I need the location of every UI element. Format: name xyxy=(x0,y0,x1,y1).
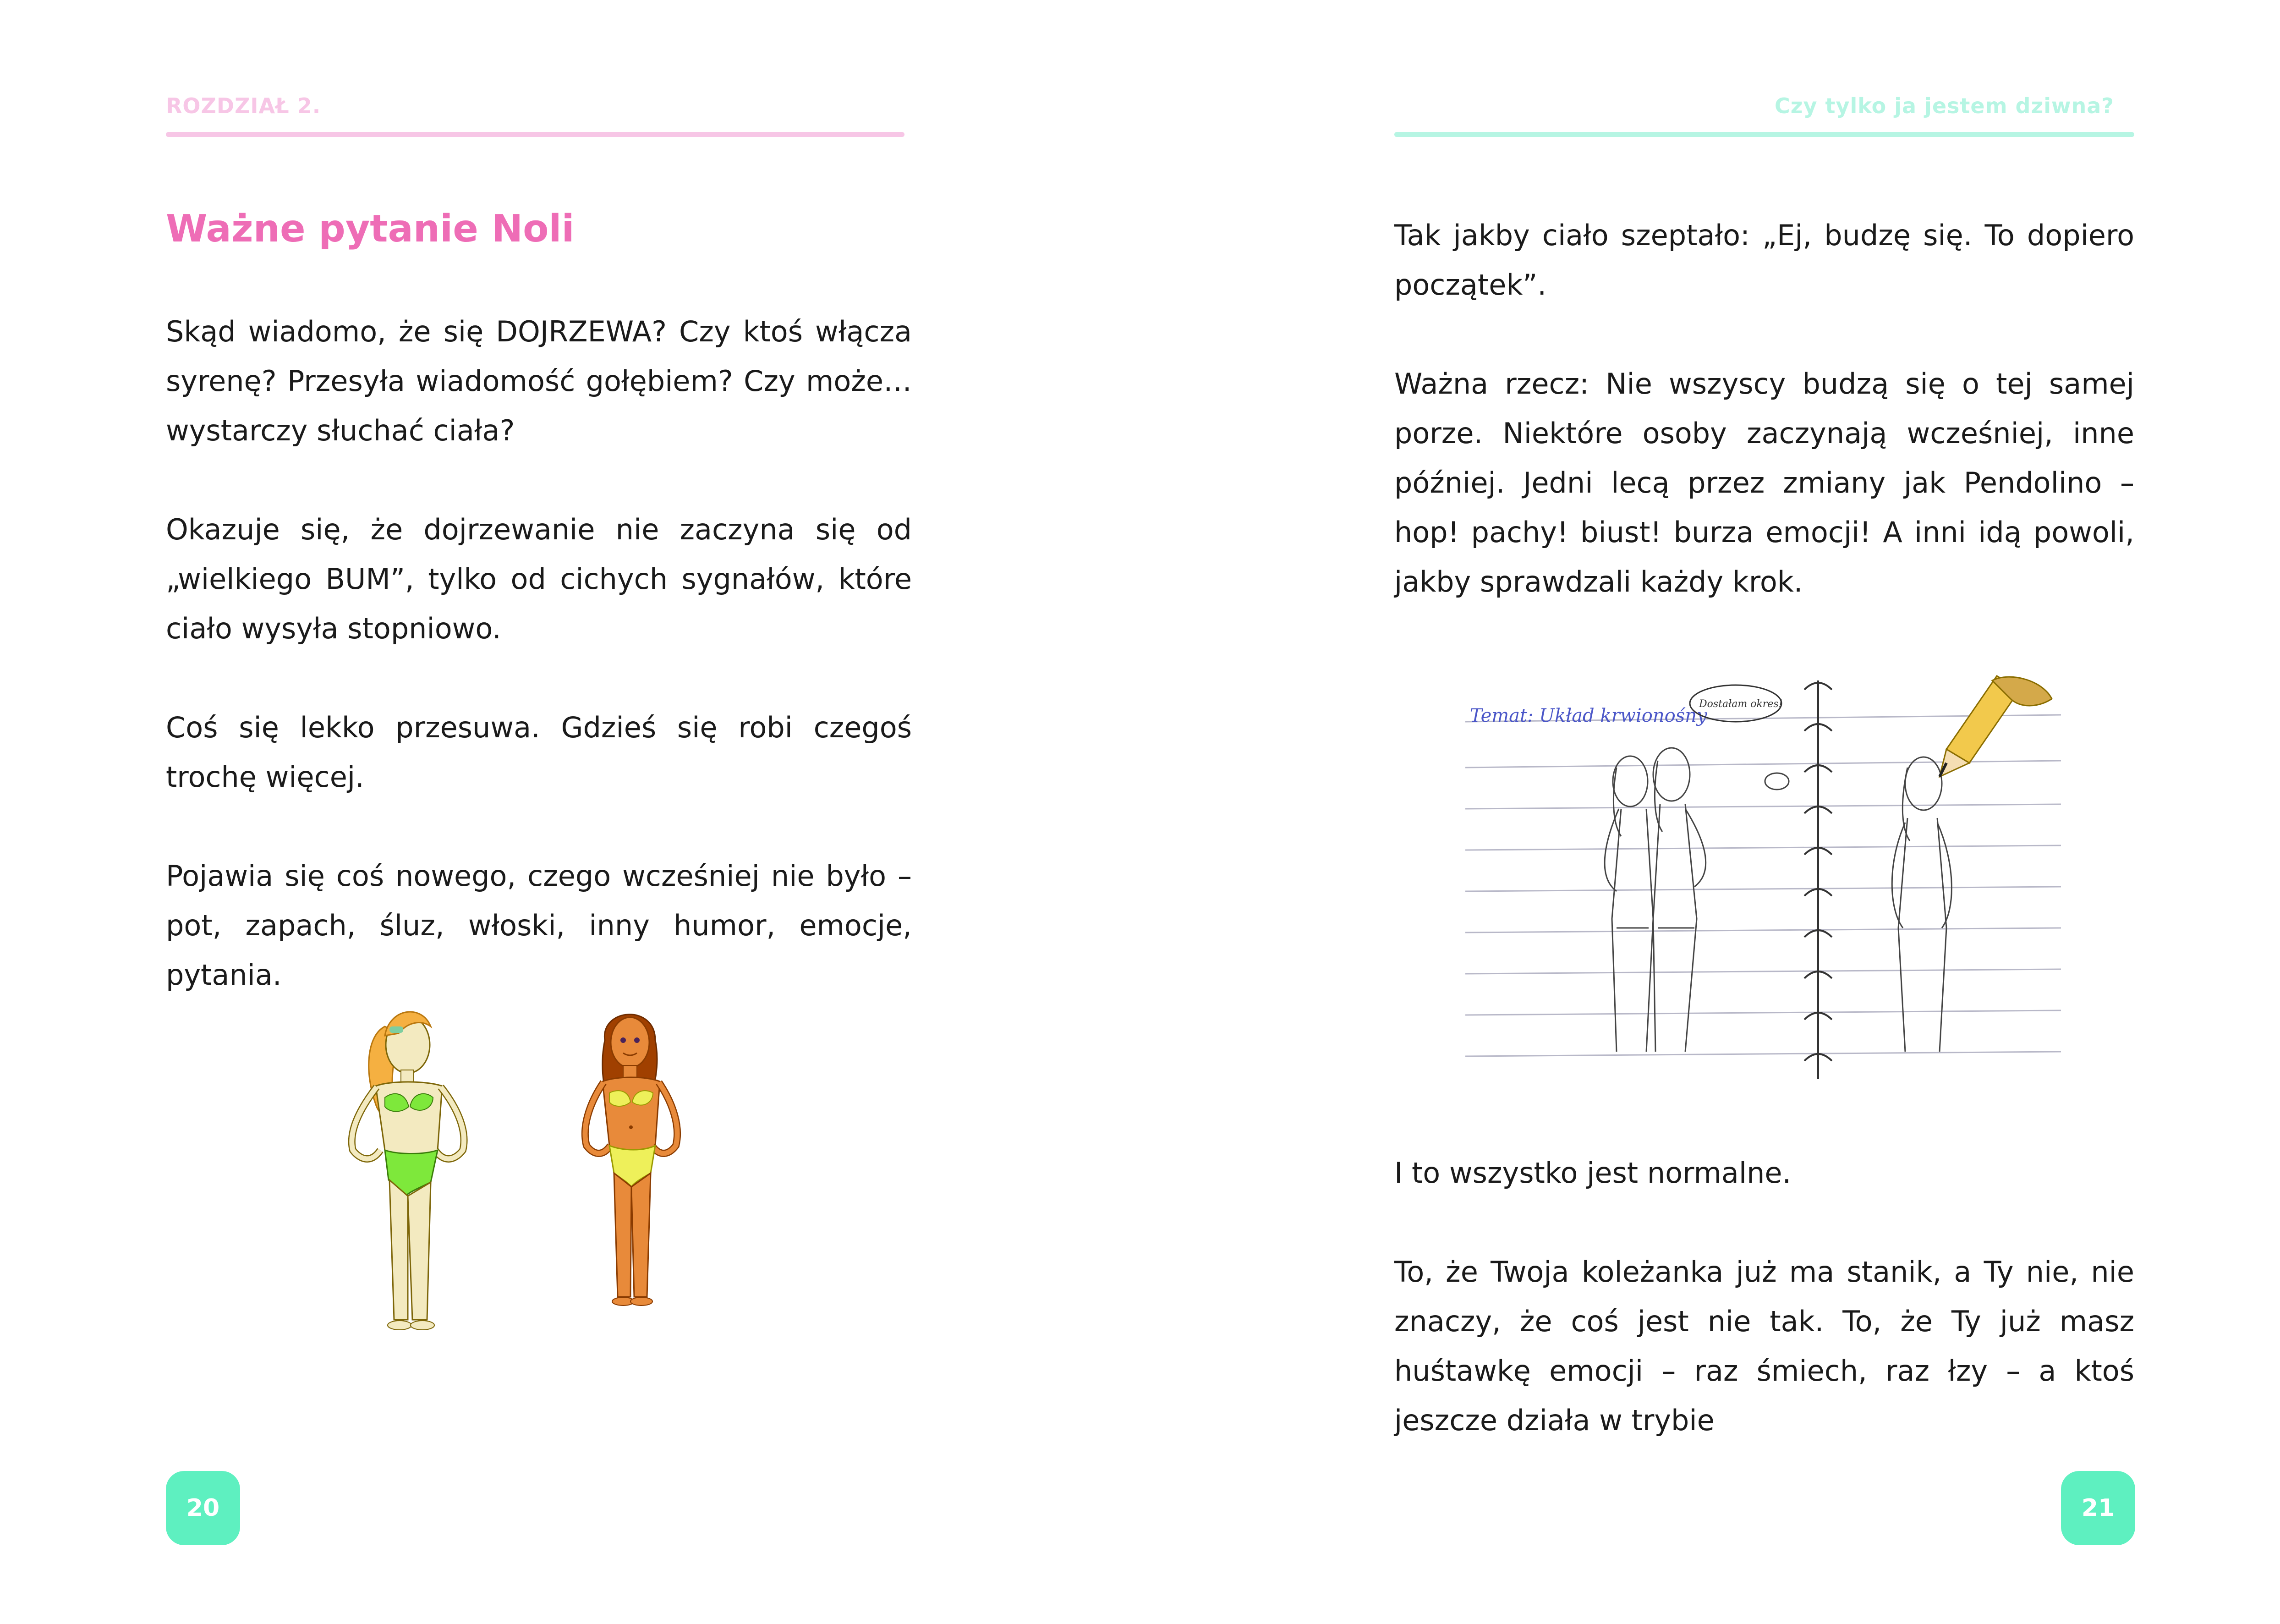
section-heading: Ważne pytanie Noli xyxy=(166,207,575,251)
paragraph: Pojawia się coś nowego, czego wcześniej nie było – pot, zapach, śluz, włoski, inny humor, emocje, pytania. xyxy=(166,859,912,992)
blonde-girl-figure xyxy=(352,1012,464,1330)
paragraph: Skąd wiadomo, że się DOJRZEWA? Czy ktoś włącza syrenę? Przesyła wiadomość gołębiem? Czy może… wystarczy słuchać ciała? xyxy=(166,315,912,447)
paragraph: Coś się lekko przesuwa. Gdzieś się robi czegoś trochę więcej. xyxy=(166,711,912,794)
left-body-text xyxy=(166,307,912,1049)
notebook-sketch-illustration xyxy=(1465,671,2061,1088)
paragraph: To, że Twoja koleżanka już ma stanik, a Ty nie, nie znaczy, że coś jest nie tak. To, że Ty już masz huśtawkę emocji – raz śmiech, raz łzy – a ktoś jeszcze działa w trybie xyxy=(1394,1255,2134,1437)
paragraph: Okazuje się, że dojrzewanie nie zaczyna się od „wielkiego BUM”, tylko od cichych sygnałów, które ciało wysyła stopniowo. xyxy=(166,513,912,645)
header-rule xyxy=(166,132,904,137)
paragraph: Ważna rzecz: Nie wszyscy budzą się o tej samej porze. Niektóre osoby zaczynają wcześniej, inne później. Jedni lecą przez zmiany jak Pendolino – hop! pachy! biust! burza emocji! A inni idą powoli, jakby sprawdzali każdy krok. xyxy=(1394,367,2134,598)
right-body-text-top xyxy=(1394,211,2134,656)
page-number-badge: 20 xyxy=(166,1471,240,1545)
sketch-title-text: Temat: Układ krwionośny xyxy=(1470,705,1707,726)
header-rule xyxy=(1394,132,2134,137)
page-number-badge: 21 xyxy=(2061,1471,2135,1545)
speech-bubble-text: Dostałam okres! xyxy=(1699,698,1783,710)
curly-haired-girl-figure xyxy=(585,1015,677,1306)
two-girls-illustration xyxy=(321,999,756,1388)
right-page xyxy=(1140,0,2280,1624)
running-head-chapter: ROZDZIAŁ 2. xyxy=(166,93,321,118)
running-head-title: Czy tylko ja jestem dziwna? xyxy=(1775,93,2114,118)
paragraph: I to wszystko jest normalne. xyxy=(1394,1156,1792,1190)
right-body-text-bottom xyxy=(1394,1148,2134,1445)
paragraph: Tak jakby ciało szeptało: „Ej, budzę się. To dopiero początek”. xyxy=(1394,219,2134,302)
